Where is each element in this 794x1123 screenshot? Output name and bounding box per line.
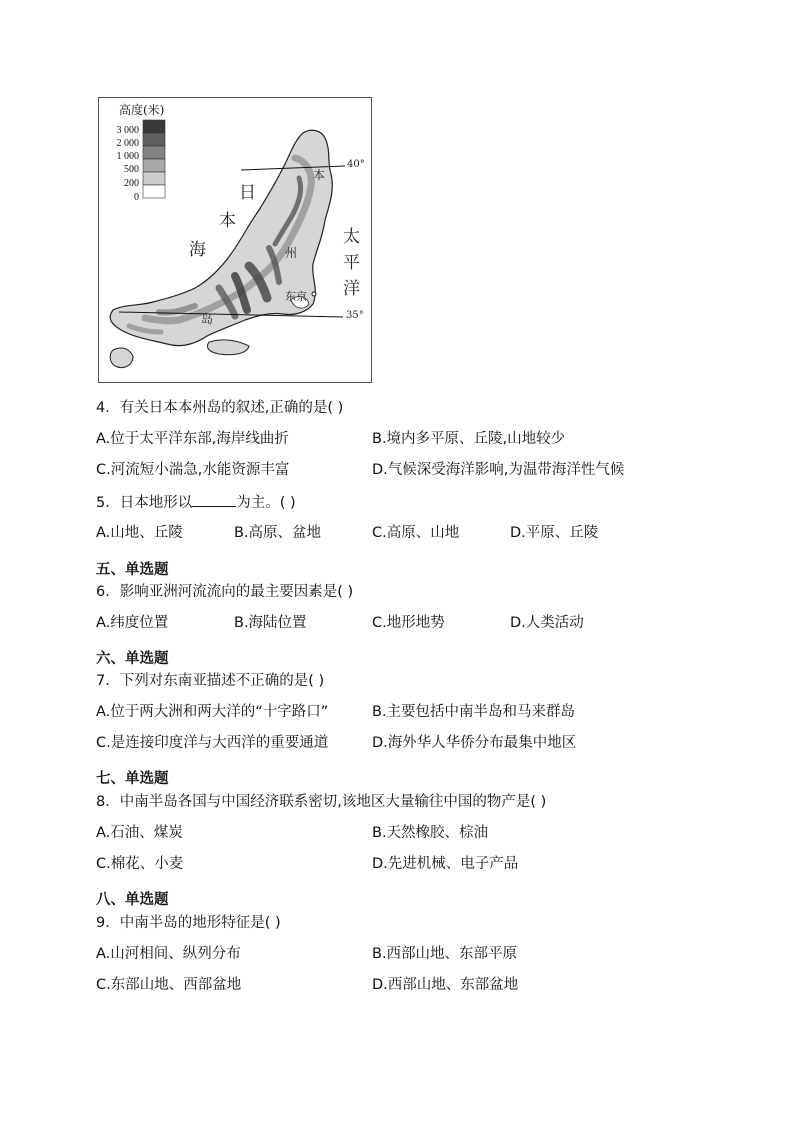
question-9-stem: 9．中南半岛的地形特征是( ) [96,915,281,931]
fill-blank [192,492,236,507]
latitude-35-label: 35° [346,310,364,321]
question-8-stem: 8．中南半岛各国与中国经济联系密切,该地区大量输往中国的物产是( ) [96,794,547,810]
option-b[interactable]: B.境内多平原、丘陵,山地较少 [372,431,566,447]
question-7-stem: 7．下列对东南亚描述不正确的是( ) [96,673,325,689]
section-heading: 六、单选题 [96,651,169,667]
question-5-stem-after: 为主。( ) [236,495,296,511]
ocean-label-char: 平 [343,253,360,273]
option-a[interactable]: A.山地、丘陵 [96,525,183,541]
map-drawing [99,98,372,383]
question-4-stem: 4．有关日本本州岛的叙述,正确的是( ) [96,400,344,416]
option-c[interactable]: C.地形地势 [372,615,445,631]
legend-level: 2 000 [116,138,139,149]
option-a[interactable]: A.山河相间、纵列分布 [96,946,241,962]
option-c[interactable]: C.高原、山地 [372,525,460,541]
legend-level: 3 000 [116,125,139,136]
legend-swatches [143,120,165,198]
question-5-stem-before: 5．日本地形以 [96,495,193,511]
section-heading: 五、单选题 [96,562,169,578]
legend-level: 200 [124,178,139,189]
tokyo-label: 东京 [285,290,307,303]
legend-title: 高度(米) [119,103,165,117]
option-a[interactable]: A.纬度位置 [96,615,169,631]
option-b[interactable]: B.西部山地、东部平原 [372,946,518,962]
option-a[interactable]: A.石油、煤炭 [96,825,183,841]
question-5-stem [96,492,296,513]
option-b[interactable]: B.天然橡胶、棕油 [372,825,489,841]
option-d[interactable]: D.西部山地、东部盆地 [372,977,519,993]
legend-level: 0 [134,192,139,203]
option-d[interactable]: D.人类活动 [510,615,584,631]
tokyo-marker [312,292,316,296]
ocean-label-char: 洋 [343,279,360,299]
island-label-char: 州 [285,246,298,260]
sea-label-char: 海 [189,240,206,260]
option-c[interactable]: C.是连接印度洋与大西洋的重要通道 [96,735,329,751]
japan-relief-map [98,97,372,383]
sea-label-char: 日 [239,183,256,203]
legend-level: 1 000 [116,151,139,162]
option-a[interactable]: A.位于两大洲和两大洋的“十字路口” [96,704,329,720]
option-b[interactable]: B.主要包括中南半岛和马来群岛 [372,704,576,720]
option-d[interactable]: D.海外华人华侨分布最集中地区 [372,735,577,751]
legend-level: 500 [124,164,139,175]
option-c[interactable]: C.棉花、小麦 [96,856,184,872]
option-a[interactable]: A.位于太平洋东部,海岸线曲折 [96,431,289,447]
option-d[interactable]: D.平原、丘陵 [510,525,599,541]
option-b[interactable]: B.高原、盆地 [234,525,322,541]
option-d[interactable]: D.先进机械、电子产品 [372,856,519,872]
option-d[interactable]: D.气候深受海洋影响,为温带海洋性气候 [372,462,625,478]
sea-label-char: 本 [219,211,236,231]
question-6-stem: 6．影响亚洲河流流向的最主要因素是( ) [96,584,354,600]
ocean-label-char: 太 [343,227,360,247]
section-heading: 七、单选题 [96,771,169,787]
island-label-char: 本 [313,168,326,182]
latitude-40-label: 40° [347,159,365,170]
option-b[interactable]: B.海陆位置 [234,615,307,631]
option-c[interactable]: C.东部山地、西部盆地 [96,977,242,993]
option-c[interactable]: C.河流短小湍急,水能资源丰富 [96,462,290,478]
section-heading: 八、单选题 [96,892,169,908]
island-label-char: 岛 [201,312,214,326]
